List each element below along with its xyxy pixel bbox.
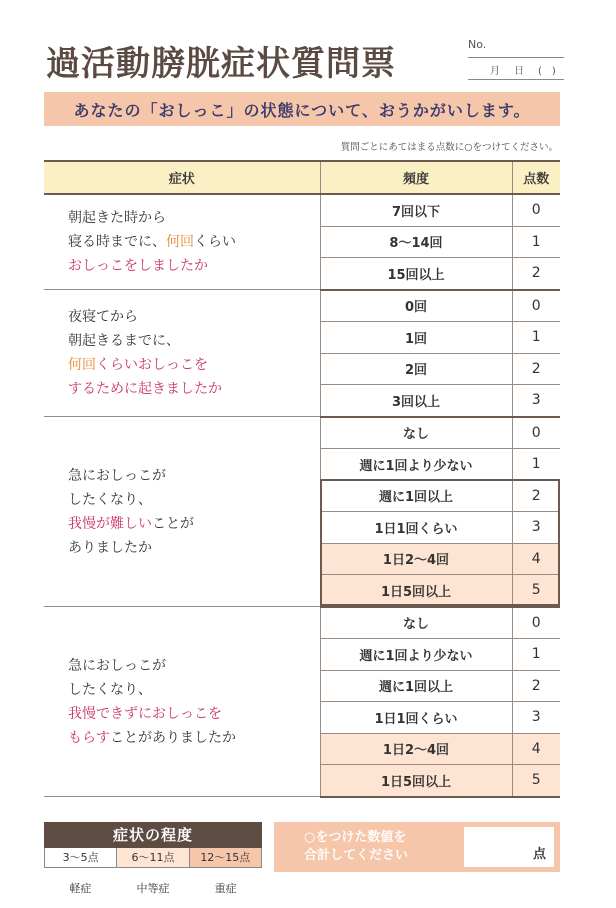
header-symptom: 症状 bbox=[44, 161, 320, 194]
q1-score-option[interactable]: 2 bbox=[512, 258, 560, 290]
q3-frequency-option: なし bbox=[320, 417, 512, 449]
q1-score-option[interactable]: 0 bbox=[512, 194, 560, 226]
severity-title: 症状の程度 bbox=[44, 822, 262, 848]
q2-frequency-option: 1回 bbox=[320, 322, 512, 354]
q3-score-option[interactable]: 5 bbox=[512, 575, 560, 607]
severity-legend bbox=[44, 822, 262, 896]
total-unit: 点 bbox=[532, 847, 546, 862]
q4-score-option[interactable]: 0 bbox=[512, 607, 560, 639]
q4-frequency-option: 1日5回以上 bbox=[320, 765, 512, 797]
q4-frequency-option: 週に1回以上 bbox=[320, 670, 512, 702]
weekday-label: ( ) bbox=[538, 66, 556, 77]
q1-symptom: 朝起きた時から 寝る時までに、何回くらい おしっこをしましたか bbox=[44, 194, 320, 290]
severity-ranges bbox=[44, 848, 262, 868]
header-score: 点数 bbox=[512, 161, 560, 194]
severity-label-moderate: 中等症 bbox=[136, 882, 170, 895]
q3-frequency-option: 1日2〜4回 bbox=[320, 543, 512, 575]
q3-score-option[interactable]: 2 bbox=[512, 480, 560, 512]
header-frequency: 頻度 bbox=[320, 161, 512, 194]
page-title: 過活動膀胱症状質問票 bbox=[46, 44, 396, 84]
q1-frequency-option: 7回以下 bbox=[320, 194, 512, 226]
table-header-row bbox=[44, 161, 560, 194]
q3-score-option[interactable]: 1 bbox=[512, 449, 560, 481]
q3-symptom: 急におしっこが したくなり、 我慢が難しいことが ありましたか bbox=[44, 417, 320, 607]
number-date-block bbox=[468, 38, 564, 80]
q3-score-option[interactable]: 4 bbox=[512, 543, 560, 575]
table-row bbox=[44, 607, 560, 639]
q4-score-option[interactable]: 1 bbox=[512, 639, 560, 671]
q1-score-option[interactable]: 1 bbox=[512, 226, 560, 258]
q2-symptom: 夜寝てから 朝起きるまでに、 何回くらいおしっこを するために起きましたか bbox=[44, 290, 320, 417]
date-underline bbox=[468, 79, 564, 80]
number-field[interactable] bbox=[468, 51, 564, 58]
date-field[interactable] bbox=[468, 62, 564, 77]
q2-score-option[interactable]: 0 bbox=[512, 290, 560, 322]
intro-banner: あなたの「おしっこ」の状態について、おうかがいします。 bbox=[44, 92, 560, 126]
instruction-text: 質問ごとにあてはまる点数に○をつけてください。 bbox=[340, 142, 558, 153]
questionnaire-table bbox=[44, 160, 560, 798]
table-row bbox=[44, 194, 560, 226]
severity-labels bbox=[44, 880, 262, 896]
q2-score-option[interactable]: 3 bbox=[512, 385, 560, 417]
q4-frequency-option: 1日1回くらい bbox=[320, 702, 512, 734]
day-label: 日 bbox=[514, 66, 524, 77]
q3-frequency-option: 週に1回以上 bbox=[320, 480, 512, 512]
q4-score-option[interactable]: 3 bbox=[512, 702, 560, 734]
q3-score-option[interactable]: 0 bbox=[512, 417, 560, 449]
severity-range-moderate: 6〜11点 bbox=[116, 848, 188, 868]
q2-score-option[interactable]: 1 bbox=[512, 322, 560, 354]
q3-frequency-option: 1日5回以上 bbox=[320, 575, 512, 607]
q1-frequency-option: 8〜14回 bbox=[320, 226, 512, 258]
q4-score-option[interactable]: 4 bbox=[512, 733, 560, 765]
q2-frequency-option: 0回 bbox=[320, 290, 512, 322]
number-label: No. bbox=[468, 38, 487, 51]
q4-score-option[interactable]: 5 bbox=[512, 765, 560, 797]
severity-label-mild: 軽症 bbox=[69, 882, 92, 895]
severity-label-severe: 重症 bbox=[214, 882, 237, 895]
q3-frequency-option: 週に1回より少ない bbox=[320, 449, 512, 481]
q4-score-option[interactable]: 2 bbox=[512, 670, 560, 702]
q4-frequency-option: 週に1回より少ない bbox=[320, 639, 512, 671]
severity-range-severe: 12〜15点 bbox=[189, 848, 262, 868]
total-instruction: ○をつけた数値を 合計してください bbox=[304, 830, 409, 863]
month-label: 月 bbox=[490, 66, 500, 77]
q4-frequency-option: 1日2〜4回 bbox=[320, 733, 512, 765]
severity-range-mild: 3〜5点 bbox=[44, 848, 116, 868]
total-score-input[interactable] bbox=[464, 827, 554, 867]
q4-symptom: 急におしっこが したくなり、 我慢できずにおしっこを もらすことがありましたか bbox=[44, 607, 320, 797]
q2-frequency-option: 2回 bbox=[320, 353, 512, 385]
table-row bbox=[44, 417, 560, 449]
q3-frequency-option: 1日1回くらい bbox=[320, 512, 512, 544]
q3-score-option[interactable]: 3 bbox=[512, 512, 560, 544]
q4-frequency-option: なし bbox=[320, 607, 512, 639]
q1-frequency-option: 15回以上 bbox=[320, 258, 512, 290]
q2-score-option[interactable]: 2 bbox=[512, 353, 560, 385]
table-row bbox=[44, 290, 560, 322]
total-score-box bbox=[274, 822, 560, 872]
q2-frequency-option: 3回以上 bbox=[320, 385, 512, 417]
